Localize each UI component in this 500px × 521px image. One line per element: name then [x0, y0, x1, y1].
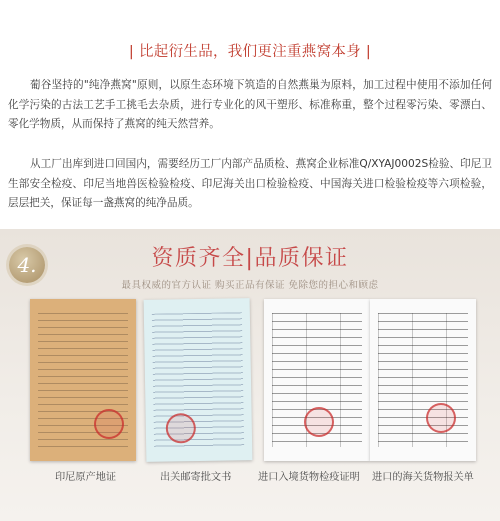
- section-number-badge: 4.: [9, 247, 45, 283]
- red-seal-icon: [94, 409, 124, 439]
- intro-paragraph: 葡谷坚持的"纯净燕窝"原则，以原生态环境下筑造的自然燕巢为原料，加工过程中使用不添加任何化学污染的古法工艺手工挑毛去杂质，进行专业化的风干塑形、标准称重，整个过程零污染、零漂白、零化学物质，从而保持了燕窝的纯天然营养。: [8, 79, 492, 130]
- panel-subtitle: 最具权威的官方认证 购买正品有保证 免除您的担心和顾虑: [121, 280, 379, 291]
- panel-title: 资质齐全|品质保证: [151, 246, 349, 271]
- certificate-image-export-approval: [144, 298, 253, 462]
- certificate-caption: 印尼原产地证: [55, 472, 117, 483]
- red-seal-icon: [304, 407, 334, 437]
- certificate-image-customs-declaration: [370, 299, 476, 461]
- qualification-panel: [0, 229, 500, 521]
- certificate-caption: 进口的海关货物报关单: [372, 472, 474, 483]
- inspection-paragraph: 从工厂出库到进口回国内，需要经历工厂内部产品质检、燕窝企业标准Q/XYAJ0002S检验、印尼卫生部安全检疫、印尼当地兽医检验检疫、印尼海关出口检验检疫、中国海关进口检验检疫等六项检验，层层把关，保证每一盏燕窝的纯净品质。: [8, 158, 492, 209]
- certificate-image-origin: [30, 299, 136, 461]
- document-text-lines: [378, 313, 468, 447]
- certificate-image-quarantine: [264, 299, 370, 461]
- certificate-caption: 出关邮寄批文书: [160, 472, 232, 483]
- headline: | 比起衍生品，我们更注重燕窝本身 |: [128, 44, 372, 60]
- red-seal-icon: [426, 403, 456, 433]
- certificate-caption: 进口入境货物检疫证明: [258, 472, 360, 483]
